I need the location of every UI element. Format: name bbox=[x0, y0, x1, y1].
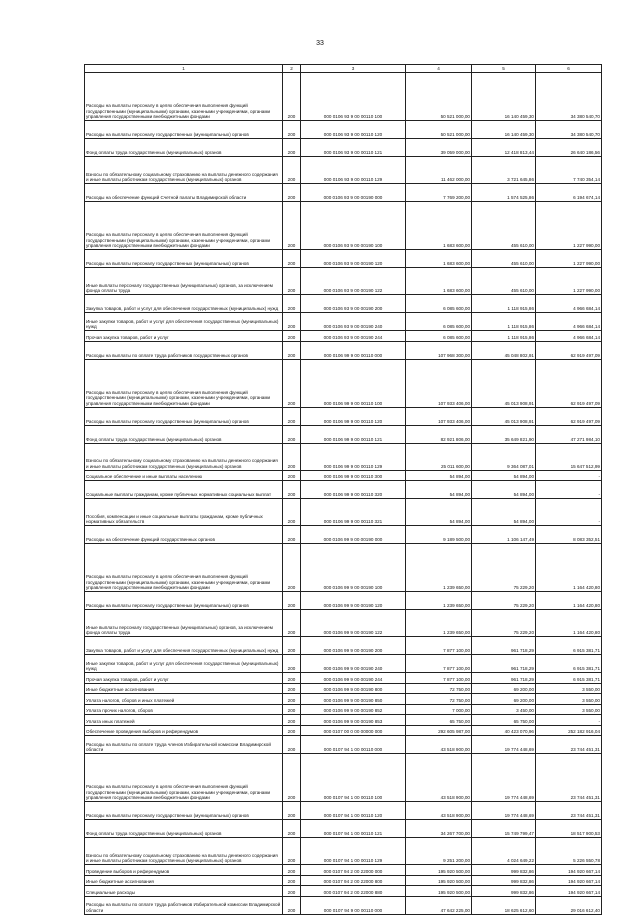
row-executed-cell: 455 610,00 bbox=[472, 250, 536, 268]
row-classification-cell: 000 0106 93 9 00 00190 100 bbox=[301, 202, 406, 250]
table-row bbox=[85, 443, 602, 470]
row-code-cell: 200 bbox=[283, 202, 301, 250]
row-code-cell: 200 bbox=[283, 470, 301, 481]
row-classification-cell: 000 0107 00 0 00 00000 000 bbox=[301, 725, 406, 736]
row-name-cell: Иные закупки товаров, работ и услуг для обеспечения государственных (муниципальных) нужд bbox=[85, 655, 283, 673]
table-row bbox=[85, 637, 602, 655]
row-name-cell: Иные выплаты персоналу государственных (муниципальных) органов, за исключением фонда оплаты труда bbox=[85, 610, 283, 637]
row-remaining-cell: 252 182 916,04 bbox=[536, 725, 602, 736]
table-row bbox=[85, 526, 602, 544]
row-approved-cell: 72 750,00 bbox=[406, 683, 472, 694]
table-row bbox=[85, 331, 602, 342]
row-code-cell: 200 bbox=[283, 886, 301, 897]
row-code-cell: 200 bbox=[283, 443, 301, 470]
table-row bbox=[85, 886, 602, 897]
row-name-cell: Закупка товаров, работ и услуг для обеспечения государственных (муниципальных) нужд bbox=[85, 637, 283, 655]
row-classification-cell: 000 0106 99 9 00 00190 244 bbox=[301, 673, 406, 684]
column-header-3: 3 bbox=[301, 65, 406, 73]
row-name-cell: Пособия, компенсации и иные социальные выплаты гражданам, кроме публичных нормативных обязательств bbox=[85, 499, 283, 526]
column-header-5: 5 bbox=[472, 65, 536, 73]
table-row bbox=[85, 184, 602, 202]
row-approved-cell: 11 462 000,00 bbox=[406, 157, 472, 184]
row-remaining-cell: 194 920 667,14 bbox=[536, 886, 602, 897]
row-name-cell: Фонд оплаты труда государственных (муниципальных) органов bbox=[85, 425, 283, 443]
row-classification-cell: 000 0106 99 9 00 00190 200 bbox=[301, 637, 406, 655]
row-name-cell: Иные бюджетные ассигнования bbox=[85, 875, 283, 886]
row-code-cell: 200 bbox=[283, 694, 301, 705]
row-remaining-cell: 1 164 420,80 bbox=[536, 544, 602, 592]
row-approved-cell: 82 921 806,00 bbox=[406, 425, 472, 443]
row-remaining-cell: 34 380 540,70 bbox=[536, 121, 602, 139]
table-row bbox=[85, 295, 602, 313]
table-row bbox=[85, 725, 602, 736]
row-code-cell: 200 bbox=[283, 610, 301, 637]
row-remaining-cell: 6 915 381,71 bbox=[536, 673, 602, 684]
row-executed-cell: 3 450,00 bbox=[472, 704, 536, 715]
row-code-cell: 200 bbox=[283, 725, 301, 736]
row-executed-cell: 12 418 813,44 bbox=[472, 139, 536, 157]
row-code-cell: 200 bbox=[283, 820, 301, 838]
row-executed-cell: 999 832,86 bbox=[472, 865, 536, 876]
row-approved-cell: 50 521 000,00 bbox=[406, 121, 472, 139]
row-classification-cell: 000 0106 93 9 00 00190 200 bbox=[301, 295, 406, 313]
row-code-cell: 200 bbox=[283, 544, 301, 592]
row-classification-cell: 000 0106 99 9 00 00190 240 bbox=[301, 655, 406, 673]
row-approved-cell: 195 920 500,00 bbox=[406, 875, 472, 886]
row-remaining-cell: 1 164 420,80 bbox=[536, 610, 602, 637]
row-code-cell: 200 bbox=[283, 896, 301, 914]
row-code-cell: 200 bbox=[283, 157, 301, 184]
table-row bbox=[85, 407, 602, 425]
row-classification-cell: 000 0107 94 1 00 00110 000 bbox=[301, 736, 406, 754]
row-executed-cell: 16 140 459,30 bbox=[472, 73, 536, 121]
row-remaining-cell: 3 550,00 bbox=[536, 683, 602, 694]
row-name-cell: Расходы на выплаты персоналу в целях обеспечения выполнения функций государственными (муниципальными) органами, казенными учреждениями, органами управления государственными внебюджетными фондами bbox=[85, 754, 283, 802]
row-code-cell: 200 bbox=[283, 313, 301, 331]
row-executed-cell: 1 574 525,86 bbox=[472, 184, 536, 202]
row-classification-cell: 000 0106 93 9 00 00190 120 bbox=[301, 250, 406, 268]
row-executed-cell: 54 894,00 bbox=[472, 470, 536, 481]
table-row bbox=[85, 499, 602, 526]
row-remaining-cell: - bbox=[536, 499, 602, 526]
row-remaining-cell: 6 194 674,14 bbox=[536, 184, 602, 202]
table-row bbox=[85, 359, 602, 407]
row-classification-cell: 000 0106 93 9 00 00110 121 bbox=[301, 139, 406, 157]
row-name-cell: Взносы по обязательному социальному страхованию на выплаты денежного содержания и иные выплаты работникам государственных (муниципальных) органов bbox=[85, 157, 283, 184]
row-remaining-cell: 47 271 984,10 bbox=[536, 425, 602, 443]
row-approved-cell: 107 933 406,00 bbox=[406, 359, 472, 407]
row-executed-cell: 54 894,00 bbox=[472, 481, 536, 499]
table-row bbox=[85, 73, 602, 121]
row-executed-cell: 19 774 448,69 bbox=[472, 754, 536, 802]
row-approved-cell: 7 769 200,00 bbox=[406, 184, 472, 202]
row-classification-cell: 000 0106 99 9 00 00110 321 bbox=[301, 499, 406, 526]
row-classification-cell: 000 0106 99 9 00 00110 320 bbox=[301, 481, 406, 499]
row-classification-cell: 000 0107 94 2 00 22000 800 bbox=[301, 875, 406, 886]
row-remaining-cell: 62 919 497,09 bbox=[536, 407, 602, 425]
row-executed-cell: 45 013 908,91 bbox=[472, 407, 536, 425]
row-executed-cell: 75 229,20 bbox=[472, 592, 536, 610]
row-executed-cell: 69 200,00 bbox=[472, 683, 536, 694]
row-classification-cell: 000 0106 99 9 00 00190 100 bbox=[301, 544, 406, 592]
row-executed-cell: 16 140 459,30 bbox=[472, 121, 536, 139]
row-classification-cell: 000 0106 99 9 00 00110 300 bbox=[301, 470, 406, 481]
page-number: 33 bbox=[316, 40, 324, 47]
row-remaining-cell: 62 919 497,09 bbox=[536, 341, 602, 359]
row-name-cell: Расходы на обеспечение функций государственных органов bbox=[85, 526, 283, 544]
row-name-cell: Расходы на выплаты по оплате труда членов Избирательной комиссии Владимирской области bbox=[85, 736, 283, 754]
row-executed-cell: 3 721 645,86 bbox=[472, 157, 536, 184]
row-approved-cell: 107 968 300,00 bbox=[406, 341, 472, 359]
row-executed-cell: 65 750,00 bbox=[472, 715, 536, 726]
row-approved-cell: 292 605 987,00 bbox=[406, 725, 472, 736]
row-classification-cell: 000 0106 93 9 00 00110 100 bbox=[301, 73, 406, 121]
row-approved-cell: 1 683 600,00 bbox=[406, 250, 472, 268]
table-row bbox=[85, 673, 602, 684]
row-classification-cell: 000 0106 99 9 00 00190 122 bbox=[301, 610, 406, 637]
row-code-cell: 200 bbox=[283, 359, 301, 407]
table-row bbox=[85, 481, 602, 499]
row-name-cell: Расходы на обеспечение функций Счетной палаты Владимирской области bbox=[85, 184, 283, 202]
row-approved-cell: 1 239 650,00 bbox=[406, 592, 472, 610]
row-remaining-cell: 29 016 612,40 bbox=[536, 896, 602, 914]
row-executed-cell: 9 364 087,01 bbox=[472, 443, 536, 470]
row-name-cell: Обеспечение проведения выборов и референдумов bbox=[85, 725, 283, 736]
table-row bbox=[85, 425, 602, 443]
table-row bbox=[85, 704, 602, 715]
table-row bbox=[85, 875, 602, 886]
row-classification-cell: 000 0106 99 9 00 00190 852 bbox=[301, 704, 406, 715]
row-remaining-cell: 23 744 451,31 bbox=[536, 736, 602, 754]
row-executed-cell: 961 718,29 bbox=[472, 655, 536, 673]
row-name-cell: Фонд оплаты труда государственных (муниципальных) органов bbox=[85, 820, 283, 838]
row-code-cell: 200 bbox=[283, 407, 301, 425]
row-name-cell: Расходы на выплаты персоналу в целях обеспечения выполнения функций государственными (муниципальными) органами, казенными учреждениями, органами управления государственными внебюджетными фондами bbox=[85, 359, 283, 407]
row-remaining-cell: 194 920 667,14 bbox=[536, 865, 602, 876]
table-row bbox=[85, 250, 602, 268]
row-approved-cell: 7 877 100,00 bbox=[406, 673, 472, 684]
table-row bbox=[85, 157, 602, 184]
row-approved-cell: 195 920 500,00 bbox=[406, 865, 472, 876]
row-name-cell: Социальное обеспечение и иные выплаты населению bbox=[85, 470, 283, 481]
row-code-cell: 200 bbox=[283, 295, 301, 313]
row-code-cell: 200 bbox=[283, 865, 301, 876]
table-row bbox=[85, 802, 602, 820]
column-header-2: 2 bbox=[283, 65, 301, 73]
row-code-cell: 200 bbox=[283, 526, 301, 544]
row-executed-cell: 999 832,86 bbox=[472, 875, 536, 886]
row-approved-cell: 7 877 100,00 bbox=[406, 655, 472, 673]
table-row bbox=[85, 313, 602, 331]
row-code-cell: 200 bbox=[283, 655, 301, 673]
row-remaining-cell: 15 647 512,99 bbox=[536, 443, 602, 470]
row-name-cell: Взносы по обязательному социальному страхованию на выплаты денежного содержания и иные выплаты работникам государственных (муниципальных) органов bbox=[85, 838, 283, 865]
row-remaining-cell: 5 226 550,78 bbox=[536, 838, 602, 865]
row-approved-cell: 43 518 900,00 bbox=[406, 754, 472, 802]
row-executed-cell: 18 625 612,60 bbox=[472, 896, 536, 914]
row-remaining-cell: 4 966 684,14 bbox=[536, 331, 602, 342]
row-classification-cell: 000 0106 99 9 00 00110 000 bbox=[301, 341, 406, 359]
row-classification-cell: 000 0106 99 9 00 00110 100 bbox=[301, 359, 406, 407]
row-remaining-cell: 1 227 990,00 bbox=[536, 250, 602, 268]
row-approved-cell: 6 085 600,00 bbox=[406, 295, 472, 313]
row-name-cell: Иные закупки товаров, работ и услуг для обеспечения государственных (муниципальных) нужд bbox=[85, 313, 283, 331]
row-remaining-cell: 18 517 900,53 bbox=[536, 820, 602, 838]
row-name-cell: Расходы на выплаты персоналу в целях обеспечения выполнения функций государственными (муниципальными) органами, казенными учреждениями, органами управления государственными внебюджетными фондами bbox=[85, 73, 283, 121]
table-row bbox=[85, 694, 602, 705]
row-executed-cell: 69 200,00 bbox=[472, 694, 536, 705]
header-row bbox=[85, 65, 602, 73]
row-name-cell: Иные бюджетные ассигнования bbox=[85, 683, 283, 694]
row-remaining-cell: - bbox=[536, 470, 602, 481]
row-approved-cell: 6 085 600,00 bbox=[406, 331, 472, 342]
table-row bbox=[85, 544, 602, 592]
row-code-cell: 200 bbox=[283, 736, 301, 754]
row-executed-cell: 19 774 448,69 bbox=[472, 802, 536, 820]
row-classification-cell: 000 0107 94 1 00 00110 100 bbox=[301, 754, 406, 802]
row-name-cell: Закупка товаров, работ и услуг для обеспечения государственных (муниципальных) нужд bbox=[85, 295, 283, 313]
row-remaining-cell: 3 550,00 bbox=[536, 704, 602, 715]
row-name-cell: Фонд оплаты труда государственных (муниципальных) органов bbox=[85, 139, 283, 157]
table-row bbox=[85, 715, 602, 726]
table-row bbox=[85, 754, 602, 802]
row-remaining-cell: 194 920 667,14 bbox=[536, 875, 602, 886]
row-remaining-cell: 62 919 497,09 bbox=[536, 359, 602, 407]
row-code-cell: 200 bbox=[283, 121, 301, 139]
row-name-cell: Расходы на выплаты по оплате труда работников Избирательной комиссии Владимирской области bbox=[85, 896, 283, 914]
row-classification-cell: 000 0106 93 9 00 00190 240 bbox=[301, 313, 406, 331]
row-name-cell: Расходы на выплаты персоналу государственных (муниципальных) органов bbox=[85, 802, 283, 820]
row-code-cell: 200 bbox=[283, 481, 301, 499]
row-approved-cell: 7 000,00 bbox=[406, 704, 472, 715]
row-approved-cell: 195 920 500,00 bbox=[406, 886, 472, 897]
row-classification-cell: 000 0107 94 2 00 22000 880 bbox=[301, 886, 406, 897]
row-name-cell: Иные выплаты персоналу государственных (муниципальных) органов, за исключением фонда оплаты труда bbox=[85, 268, 283, 295]
table-row bbox=[85, 202, 602, 250]
row-code-cell: 200 bbox=[283, 331, 301, 342]
table-body bbox=[85, 73, 602, 915]
row-classification-cell: 000 0107 94 1 00 00110 120 bbox=[301, 802, 406, 820]
table-row bbox=[85, 268, 602, 295]
row-remaining-cell: 3 550,00 bbox=[536, 694, 602, 705]
row-classification-cell: 000 0106 93 9 00 00110 120 bbox=[301, 121, 406, 139]
row-approved-cell: 6 085 600,00 bbox=[406, 313, 472, 331]
row-classification-cell: 000 0107 94 1 00 00110 121 bbox=[301, 820, 406, 838]
row-executed-cell: 54 894,00 bbox=[472, 499, 536, 526]
row-approved-cell: 107 933 406,00 bbox=[406, 407, 472, 425]
row-executed-cell: 19 774 448,69 bbox=[472, 736, 536, 754]
row-approved-cell: 9 189 500,00 bbox=[406, 526, 472, 544]
row-executed-cell: 75 229,20 bbox=[472, 544, 536, 592]
row-executed-cell: 75 229,20 bbox=[472, 610, 536, 637]
row-classification-cell: 000 0107 94 9 00 00110 000 bbox=[301, 896, 406, 914]
row-approved-cell: 54 894,00 bbox=[406, 499, 472, 526]
row-code-cell: 200 bbox=[283, 341, 301, 359]
column-header-4: 4 bbox=[406, 65, 472, 73]
row-executed-cell: 961 718,29 bbox=[472, 673, 536, 684]
row-code-cell: 200 bbox=[283, 637, 301, 655]
row-approved-cell: 25 011 600,00 bbox=[406, 443, 472, 470]
table-row bbox=[85, 896, 602, 914]
row-name-cell: Уплата иных платежей bbox=[85, 715, 283, 726]
row-approved-cell: 9 251 200,00 bbox=[406, 838, 472, 865]
row-remaining-cell: 4 966 684,14 bbox=[536, 313, 602, 331]
table-row bbox=[85, 592, 602, 610]
row-name-cell: Расходы на выплаты персоналу государственных (муниципальных) органов bbox=[85, 121, 283, 139]
row-approved-cell: 47 642 225,00 bbox=[406, 896, 472, 914]
row-code-cell: 200 bbox=[283, 73, 301, 121]
row-name-cell: Уплата налогов, сборов и иных платежей bbox=[85, 694, 283, 705]
row-remaining-cell: 1 164 420,80 bbox=[536, 592, 602, 610]
row-executed-cell: 455 610,00 bbox=[472, 202, 536, 250]
row-name-cell: Прочая закупка товаров, работ и услуг bbox=[85, 331, 283, 342]
row-classification-cell: 000 0106 99 9 00 00190 800 bbox=[301, 683, 406, 694]
table-row bbox=[85, 139, 602, 157]
row-classification-cell: 000 0106 93 9 00 00190 122 bbox=[301, 268, 406, 295]
table-row bbox=[85, 865, 602, 876]
row-approved-cell: 43 518 900,00 bbox=[406, 736, 472, 754]
row-executed-cell: 1 118 915,86 bbox=[472, 295, 536, 313]
table-row bbox=[85, 820, 602, 838]
row-remaining-cell: 8 083 352,51 bbox=[536, 526, 602, 544]
row-name-cell: Расходы на выплаты по оплате труда работников государственных органов bbox=[85, 341, 283, 359]
table-row bbox=[85, 341, 602, 359]
row-approved-cell: 54 894,00 bbox=[406, 470, 472, 481]
row-name-cell: Прочая закупка товаров, работ и услуг bbox=[85, 673, 283, 684]
row-code-cell: 200 bbox=[283, 250, 301, 268]
row-classification-cell: 000 0106 99 9 00 00190 000 bbox=[301, 526, 406, 544]
row-name-cell: Специальные расходы bbox=[85, 886, 283, 897]
row-executed-cell: 45 048 802,91 bbox=[472, 341, 536, 359]
row-approved-cell: 1 683 600,00 bbox=[406, 268, 472, 295]
row-remaining-cell: 4 966 684,14 bbox=[536, 295, 602, 313]
row-remaining-cell: 34 380 540,70 bbox=[536, 73, 602, 121]
row-remaining-cell: 23 744 451,31 bbox=[536, 802, 602, 820]
row-remaining-cell: 23 744 451,31 bbox=[536, 754, 602, 802]
row-classification-cell: 000 0106 99 9 00 00110 121 bbox=[301, 425, 406, 443]
row-classification-cell: 000 0106 93 9 00 00110 129 bbox=[301, 157, 406, 184]
row-code-cell: 200 bbox=[283, 592, 301, 610]
row-name-cell: Взносы по обязательному социальному страхованию на выплаты денежного содержания и иные выплаты работникам государственных (муниципальных) органов bbox=[85, 443, 283, 470]
table-row bbox=[85, 655, 602, 673]
row-executed-cell: 4 024 649,22 bbox=[472, 838, 536, 865]
row-executed-cell: 40 423 070,96 bbox=[472, 725, 536, 736]
row-classification-cell: 000 0106 93 9 00 00190 244 bbox=[301, 331, 406, 342]
row-code-cell: 200 bbox=[283, 802, 301, 820]
row-executed-cell: 1 106 147,49 bbox=[472, 526, 536, 544]
row-approved-cell: 72 750,00 bbox=[406, 694, 472, 705]
table-row bbox=[85, 610, 602, 637]
row-approved-cell: 1 239 650,00 bbox=[406, 610, 472, 637]
row-name-cell: Расходы на выплаты персоналу в целях обеспечения выполнения функций государственными (муниципальными) органами, казенными учреждениями, органами управления государственными внебюджетными фондами bbox=[85, 544, 283, 592]
row-code-cell: 200 bbox=[283, 139, 301, 157]
row-executed-cell: 999 832,86 bbox=[472, 886, 536, 897]
row-code-cell: 200 bbox=[283, 875, 301, 886]
row-code-cell: 200 bbox=[283, 683, 301, 694]
row-code-cell: 200 bbox=[283, 499, 301, 526]
table-row bbox=[85, 838, 602, 865]
row-approved-cell: 34 267 700,00 bbox=[406, 820, 472, 838]
column-header-1: 1 bbox=[85, 65, 283, 73]
row-remaining-cell: 6 915 381,71 bbox=[536, 655, 602, 673]
row-remaining-cell: 26 640 186,56 bbox=[536, 139, 602, 157]
row-executed-cell: 45 013 908,91 bbox=[472, 359, 536, 407]
row-classification-cell: 000 0106 93 9 00 00190 000 bbox=[301, 184, 406, 202]
row-code-cell: 200 bbox=[283, 184, 301, 202]
table-row bbox=[85, 121, 602, 139]
row-name-cell: Расходы на выплаты персоналу в целях обеспечения выполнения функций государственными (муниципальными) органами, казенными учреждениями, органами управления государственными внебюджетными фондами bbox=[85, 202, 283, 250]
row-code-cell: 200 bbox=[283, 425, 301, 443]
row-name-cell: Расходы на выплаты персоналу государственных (муниципальных) органов bbox=[85, 250, 283, 268]
row-name-cell: Социальные выплаты гражданам, кроме публичных нормативных социальных выплат bbox=[85, 481, 283, 499]
row-classification-cell: 000 0106 99 9 00 00110 120 bbox=[301, 407, 406, 425]
row-approved-cell: 39 059 000,00 bbox=[406, 139, 472, 157]
row-name-cell: Расходы на выплаты персоналу государственных (муниципальных) органов bbox=[85, 592, 283, 610]
row-executed-cell: 1 118 915,86 bbox=[472, 313, 536, 331]
row-approved-cell: 1 683 600,00 bbox=[406, 202, 472, 250]
row-executed-cell: 455 610,00 bbox=[472, 268, 536, 295]
row-code-cell: 200 bbox=[283, 673, 301, 684]
row-classification-cell: 000 0106 99 9 00 00190 120 bbox=[301, 592, 406, 610]
table-row bbox=[85, 683, 602, 694]
row-approved-cell: 50 521 000,00 bbox=[406, 73, 472, 121]
row-executed-cell: 35 649 821,90 bbox=[472, 425, 536, 443]
row-classification-cell: 000 0106 99 9 00 00110 129 bbox=[301, 443, 406, 470]
row-classification-cell: 000 0107 94 1 00 00110 129 bbox=[301, 838, 406, 865]
row-code-cell: 200 bbox=[283, 754, 301, 802]
row-code-cell: 200 bbox=[283, 715, 301, 726]
row-remaining-cell: 6 915 381,71 bbox=[536, 637, 602, 655]
row-executed-cell: 15 749 799,47 bbox=[472, 820, 536, 838]
column-header-6: 6 bbox=[536, 65, 602, 73]
row-classification-cell: 000 0106 99 9 00 00190 853 bbox=[301, 715, 406, 726]
row-approved-cell: 54 894,00 bbox=[406, 481, 472, 499]
row-name-cell: Уплата прочих налогов, сборов bbox=[85, 704, 283, 715]
row-name-cell: Проведение выборов и референдумов bbox=[85, 865, 283, 876]
row-remaining-cell: 1 227 990,00 bbox=[536, 202, 602, 250]
row-code-cell: 200 bbox=[283, 268, 301, 295]
row-code-cell: 200 bbox=[283, 838, 301, 865]
row-name-cell: Расходы на выплаты персоналу государственных (муниципальных) органов bbox=[85, 407, 283, 425]
row-approved-cell: 43 518 900,00 bbox=[406, 802, 472, 820]
row-classification-cell: 000 0107 94 2 00 22000 000 bbox=[301, 865, 406, 876]
row-remaining-cell: 1 227 990,00 bbox=[536, 268, 602, 295]
budget-table bbox=[84, 64, 602, 915]
row-approved-cell: 7 877 100,00 bbox=[406, 637, 472, 655]
row-approved-cell: 65 750,00 bbox=[406, 715, 472, 726]
row-remaining-cell: 7 740 354,14 bbox=[536, 157, 602, 184]
table-row bbox=[85, 470, 602, 481]
table-row bbox=[85, 736, 602, 754]
row-classification-cell: 000 0106 99 9 00 00190 850 bbox=[301, 694, 406, 705]
row-approved-cell: 1 239 650,00 bbox=[406, 544, 472, 592]
row-executed-cell: 1 118 915,86 bbox=[472, 331, 536, 342]
row-remaining-cell: - bbox=[536, 481, 602, 499]
row-code-cell: 200 bbox=[283, 704, 301, 715]
row-remaining-cell: - bbox=[536, 715, 602, 726]
row-executed-cell: 961 718,29 bbox=[472, 637, 536, 655]
